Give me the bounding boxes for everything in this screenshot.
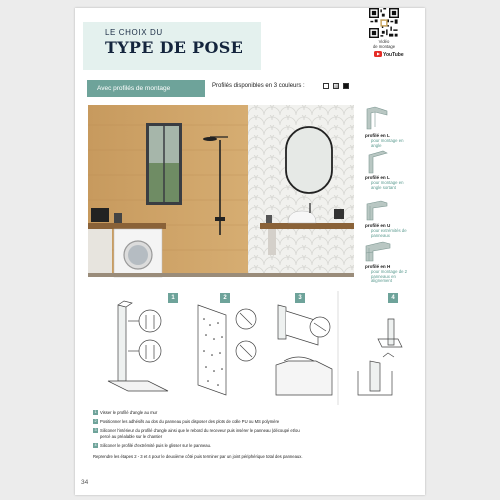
- instruction-text: Siliconer l'intérieur du profilé d'angle ainsi que le rebord du receveur puis insérer le panneau (découpé et/ou: [100, 428, 300, 433]
- step-number: 1: [168, 293, 178, 303]
- instruction-number: 2: [94, 419, 97, 424]
- profile-desc: pour montage en angle: [371, 138, 404, 148]
- instruction-text: Positionner les adhésifs au dos du panneau puis disposer des plots de colle PU ou MS polymère: [100, 419, 280, 424]
- instruction-line: [93, 443, 211, 448]
- profile-h-icon: [363, 241, 393, 263]
- catalog-page: [75, 8, 425, 495]
- color-swatch-white: [323, 83, 329, 89]
- section-tag: Avec profilés de montage: [87, 80, 205, 97]
- step-number: 3: [295, 293, 305, 303]
- instruction-line: [93, 419, 279, 424]
- instruction-number: 4: [94, 443, 97, 448]
- instruction-number: 1: [94, 410, 97, 415]
- colors-label: Profilés disponibles en 3 couleurs :: [212, 83, 305, 89]
- profile-desc: pour montage en angle sortant: [371, 180, 404, 190]
- page-number: 34: [81, 479, 89, 486]
- qr-caption-line1: Vidéo: [378, 39, 390, 44]
- profile-l-angle-icon: [363, 105, 391, 131]
- profile-u-icon: [363, 200, 391, 222]
- profile-name: profilé en H: [365, 264, 391, 269]
- profile-l-outside-icon: [363, 149, 391, 175]
- profile-desc: pour extrémités de panneaux: [371, 228, 407, 238]
- instruction-text: Visser le profilé d'angle au mur: [100, 410, 158, 415]
- color-swatch-grey: [333, 83, 339, 89]
- step-number: 2: [220, 293, 230, 303]
- qr-caption: [361, 39, 407, 49]
- youtube-logo: [374, 51, 404, 58]
- qr-caption-line2: de montage: [372, 44, 396, 49]
- color-swatch-black: [343, 83, 349, 89]
- instruction-line: [93, 428, 300, 433]
- instruction-text: Reprendre les étapes 2 - 3 et 4 pour le deuxième côté puis terminer par un joint périphérique total des panneaux.: [93, 454, 303, 459]
- profile-name: profilé en U: [365, 223, 391, 228]
- step-number: 4: [388, 293, 398, 303]
- page-title: TYPE DE POSE: [105, 38, 244, 57]
- page-subtitle: LE CHOIX DU: [105, 28, 163, 37]
- instruction-footnote: [93, 454, 303, 459]
- profile-name: profilé en L: [365, 133, 390, 138]
- bathroom-photo: [88, 105, 354, 277]
- instruction-number: 3: [94, 428, 97, 433]
- profile-name: profilé en L: [365, 175, 390, 180]
- profile-desc: pour montage de 2 panneaux en alignement: [371, 269, 408, 284]
- instruction-text: Siliconer le profilé d'extrémité puis le glisser sur le panneau.: [100, 443, 212, 448]
- qr-code[interactable]: [369, 8, 399, 38]
- instruction-line: [93, 410, 157, 415]
- installation-steps-illustration: [88, 291, 406, 405]
- youtube-label: YouTube: [383, 52, 404, 58]
- instruction-line: [100, 434, 162, 439]
- instruction-text: percé au préalable sur le chantier: [100, 434, 163, 439]
